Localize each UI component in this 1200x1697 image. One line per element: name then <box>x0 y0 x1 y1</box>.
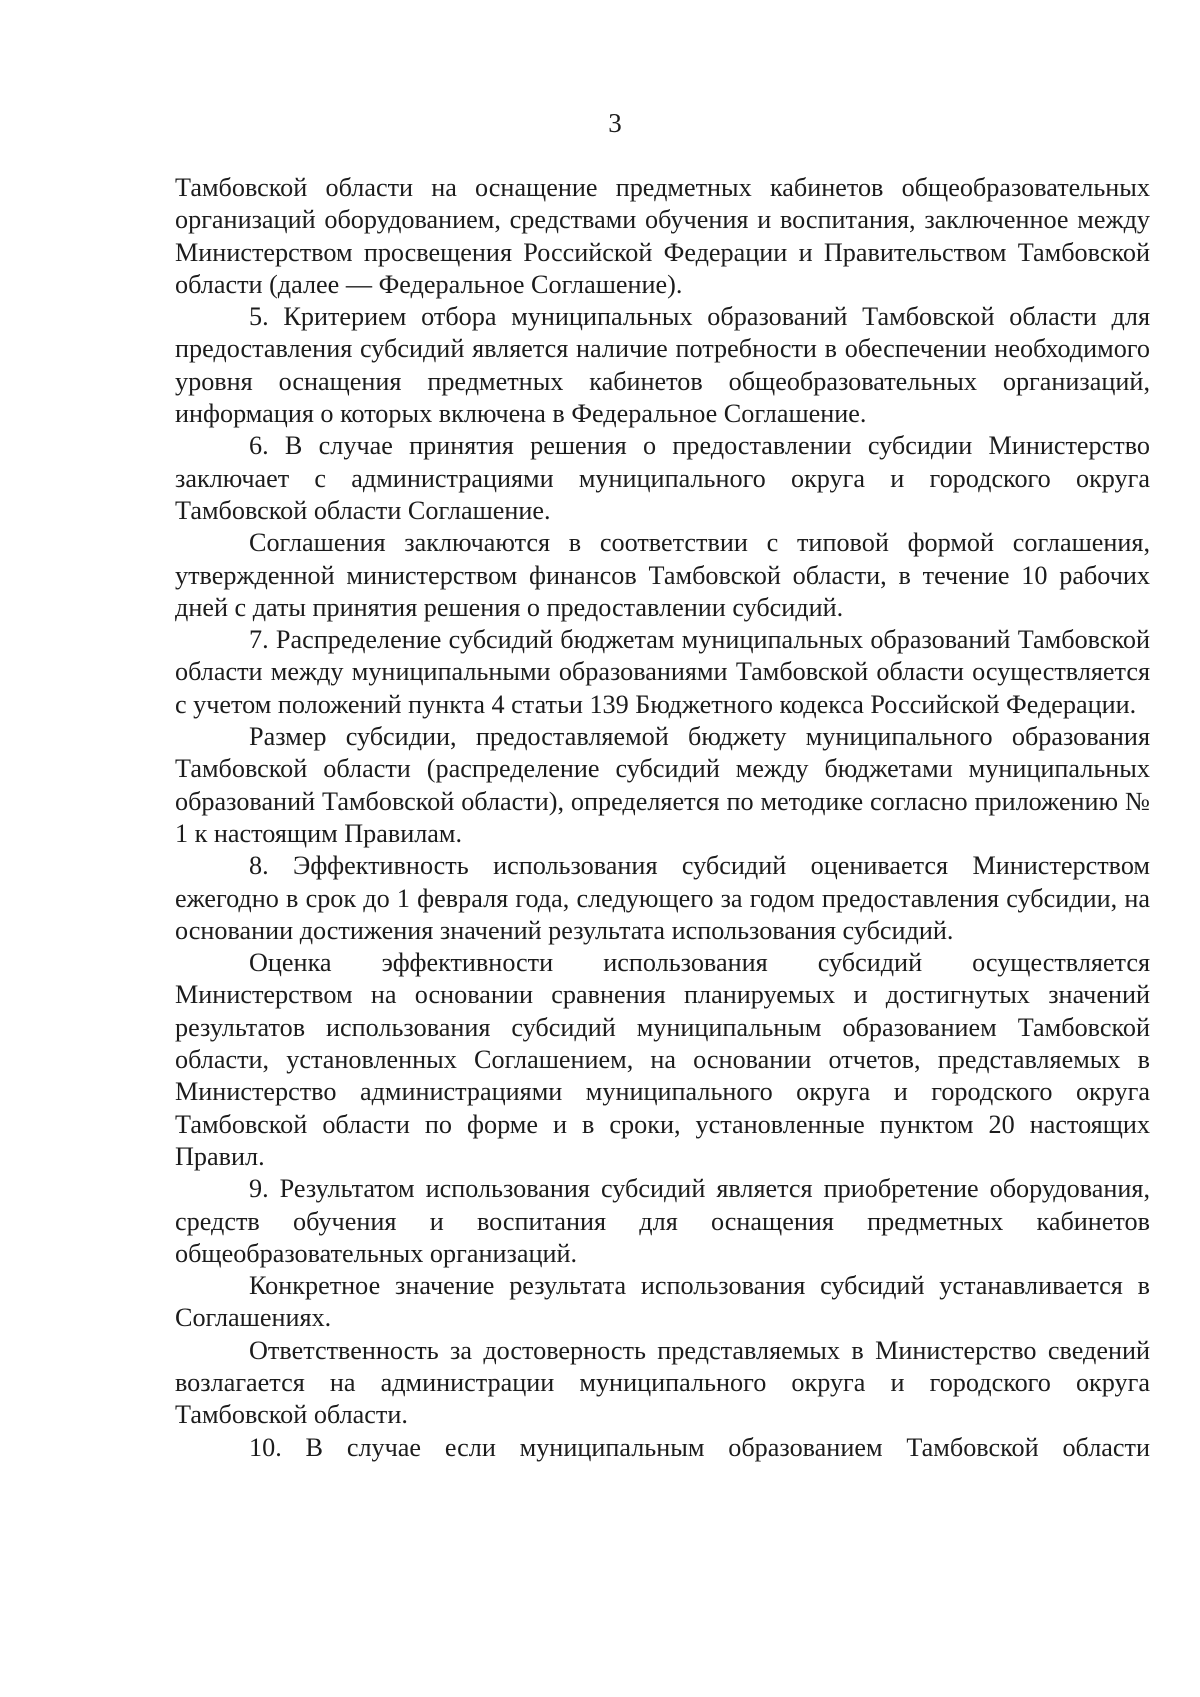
paragraph-item-6: 6. В случае принятия решения о предоставлении субсидии Министерство заключает с администрациями муниципального округа и городского округа Тамбовской области Соглашение. <box>175 431 1150 525</box>
paragraph-item-7: 7. Распределение субсидий бюджетам муниципальных образований Тамбовской области между муниципальными образованиями Тамбовской области осуществляется с учетом положений пункта 4 статьи 139 Бюджетного кодекса Российской Федерации. <box>175 625 1150 719</box>
paragraph-item-5: 5. Критерием отбора муниципальных образований Тамбовской области для предоставления субсидий является наличие потребности в обеспечении необходимого уровня оснащения предметных кабинетов общеобразовательных организаций, информация о которых включена в Федеральное Соглашение. <box>175 302 1150 429</box>
paragraph-efficiency-assessment: Оценка эффективности использования субсидий осуществляется Министерством на основании сравнения планируемых и достигнутых значений результатов использования субсидий муниципальным образованием Тамбовской области, установленных Соглашением, на основании отчетов, представляемых в Министерство администрациями муниципального округа и городского округа Тамбовской области по форме и в сроки, установленные пунктом 20 настоящих Правил. <box>175 948 1150 1171</box>
paragraph-subsidy-size: Размер субсидии, предоставляемой бюджету муниципального образования Тамбовской области (распределение субсидий между бюджетами муниципальных образований Тамбовской области), определяется по методике согласно приложению № 1 к настоящим Правилам. <box>175 722 1150 848</box>
paragraph-item-9: 9. Результатом использования субсидий является приобретение оборудования, средств обучения и воспитания для оснащения предметных кабинетов общеобразовательных организаций. <box>175 1174 1150 1268</box>
paragraph-responsibility: Ответственность за достоверность представляемых в Министерство сведений возлагается на администрации муниципального округа и городского округа Тамбовской области. <box>175 1335 1150 1430</box>
paragraph-item-10: 10. В случае если муниципальным образованием Тамбовской области <box>249 1432 1150 1462</box>
paragraph-specific-value: Конкретное значение результата использования субсидий устанавливается в Соглашениях. <box>175 1271 1150 1333</box>
paragraph-continuation: Тамбовской области на оснащение предметных кабинетов общеобразовательных организаций оборудованием, средствами обучения и воспитания, заключенное между Министерством просвещения Российской Федерации и Правительством Тамбовской области (далее — Федеральное Соглашение). <box>175 173 1150 299</box>
document-body <box>175 172 1150 1464</box>
page-number: 3 <box>608 108 622 138</box>
paragraph-item-8: 8. Эффективность использования субсидий оценивается Министерством ежегодно в срок до 1 февраля года, следующего за годом предоставления субсидии, на основании достижения значений результата использования субсидий. <box>175 851 1150 945</box>
paragraph-agreements: Соглашения заключаются в соответствии с типовой формой соглашения, утвержденной министерством финансов Тамбовской области, в течение 10 рабочих дней с даты принятия решения о предоставлении субсидий. <box>175 528 1150 622</box>
